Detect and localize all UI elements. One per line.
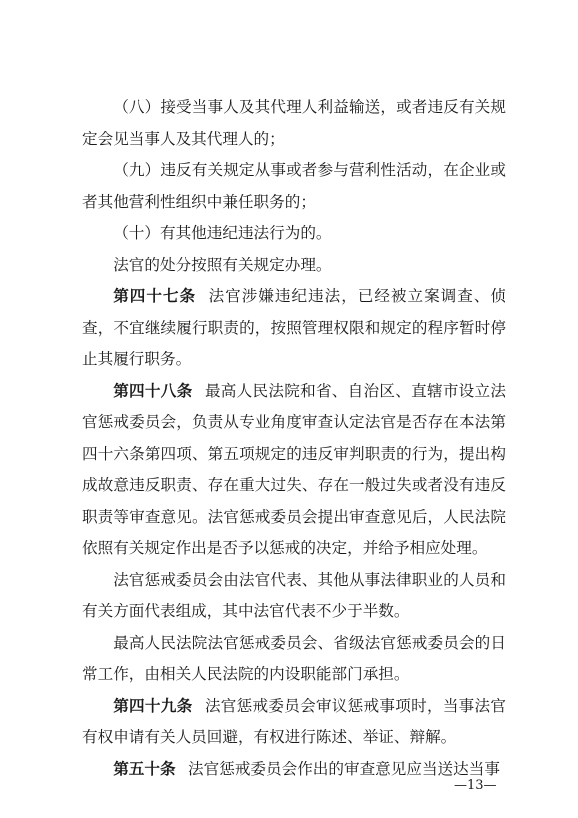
article-47 (82, 281, 506, 376)
article-48-paragraph-2 (82, 565, 506, 628)
document-body (82, 92, 506, 785)
article-50 (82, 754, 506, 786)
article-number: 第四十八条 (113, 381, 193, 400)
article-number: 第四十九条 (113, 696, 193, 715)
paragraph-text: 法官惩戒委员会审议惩戒事项时，当事法官有权申请有关人员回避，有权进行陈述、举证、辩解。 (82, 696, 506, 746)
paragraph-text: 最高人民法院法官惩戒委员会、省级法官惩戒委员会的日常工作，由相关人民法院的内设职能部门承担。 (82, 633, 506, 683)
paragraph-text: 法官的处分按照有关规定办理。 (113, 255, 332, 274)
paragraph-text: （十）有其他违纪违法行为的。 (113, 224, 332, 242)
paragraph-text: 法官惩戒委员会作出的审查意见应当送达当事 (188, 759, 500, 778)
article-49 (82, 691, 506, 754)
paragraph-item-9 (82, 155, 506, 218)
paragraph-text: 法官涉嫌违纪违法，已经被立案调查、侦查，不宜继续履行职责的，按照管理权限和规定的程序暂时停止其履行职务。 (82, 287, 506, 368)
paragraph-text: 法官惩戒委员会由法官代表、其他从事法律职业的人员和有关方面代表组成，其中法官代表不少于半数。 (82, 570, 506, 620)
paragraph-discipline-rule (82, 250, 506, 282)
page-number: —13— (454, 778, 497, 793)
paragraph-item-8 (82, 92, 506, 155)
paragraph-item-10 (82, 218, 506, 250)
paragraph-text: （八）接受当事人及其代理人利益输送，或者违反有关规定会见当事人及其代理人的； (82, 98, 506, 148)
article-number: 第四十七条 (113, 287, 197, 305)
paragraph-text: （九）违反有关规定从事或者参与营利性活动，在企业或者其他营利性组织中兼任职务的； (82, 161, 506, 211)
paragraph-text: 最高人民法院和省、自治区、直辖市设立法官惩戒委员会，负责从专业角度审查认定法官是否存在本法第四十六条第四项、第五项规定的违反审判职责的行为，提出构成故意违反职责、存在重大过失、存在一般过失或者没有违反职责等审查意见。法官惩戒委员会提出审查意见后，人民法院依照有关规定作出是否予以惩戒的决定，并给予相应处理。 (82, 381, 506, 557)
article-48 (82, 376, 506, 565)
article-48-paragraph-3 (82, 628, 506, 691)
article-number: 第五十条 (113, 759, 176, 778)
